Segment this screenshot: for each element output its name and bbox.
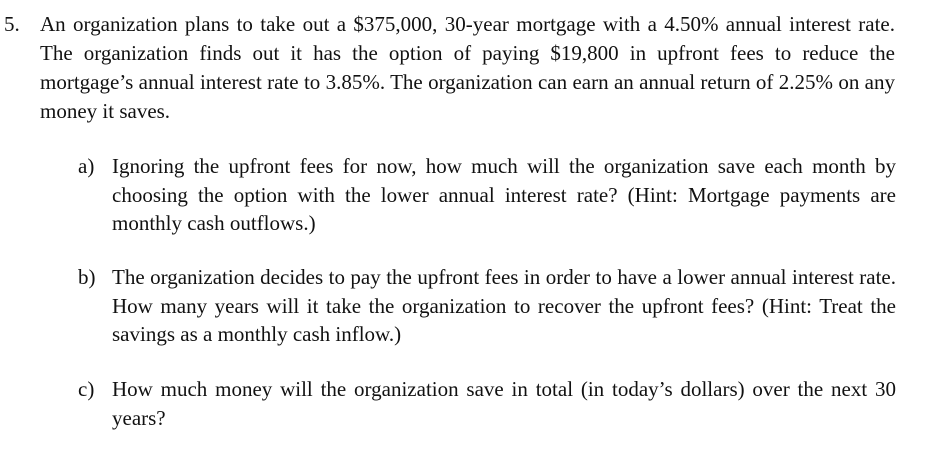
part-c-label: c)	[78, 377, 95, 401]
part-c-text: How much money will the organization save in total (in today’s dollars) over the next 30 years?	[112, 377, 896, 430]
part-c	[78, 375, 896, 432]
part-b-label: b)	[78, 265, 96, 289]
question-stem	[0, 10, 900, 126]
part-a-text: Ignoring the upfront fees for now, how much will the organization save each month by choosing the option with the lower annual interest rate? (Hint: Mortgage payments are monthly cash outflows.)	[112, 154, 896, 235]
question-text: An organization plans to take out a $375,000, 30-year mortgage with a 4.50% annual interest rate. The organization finds out it has the option of paying $19,800 in upfront fees to reduce the mortgage’s annual interest rate to 3.85%. The organization can earn an annual return of 2.25% on any money it saves.	[40, 12, 895, 123]
part-a	[78, 152, 896, 238]
question-number: 5.	[4, 12, 20, 36]
question-5	[0, 10, 900, 126]
part-b	[78, 263, 896, 349]
part-b-text: The organization decides to pay the upfront fees in order to have a lower annual interest rate. How many years will it take the organization to recover the upfront fees? (Hint: Treat the savings as a monthly cash inflow.)	[112, 265, 896, 346]
part-a-label: a)	[78, 154, 95, 178]
